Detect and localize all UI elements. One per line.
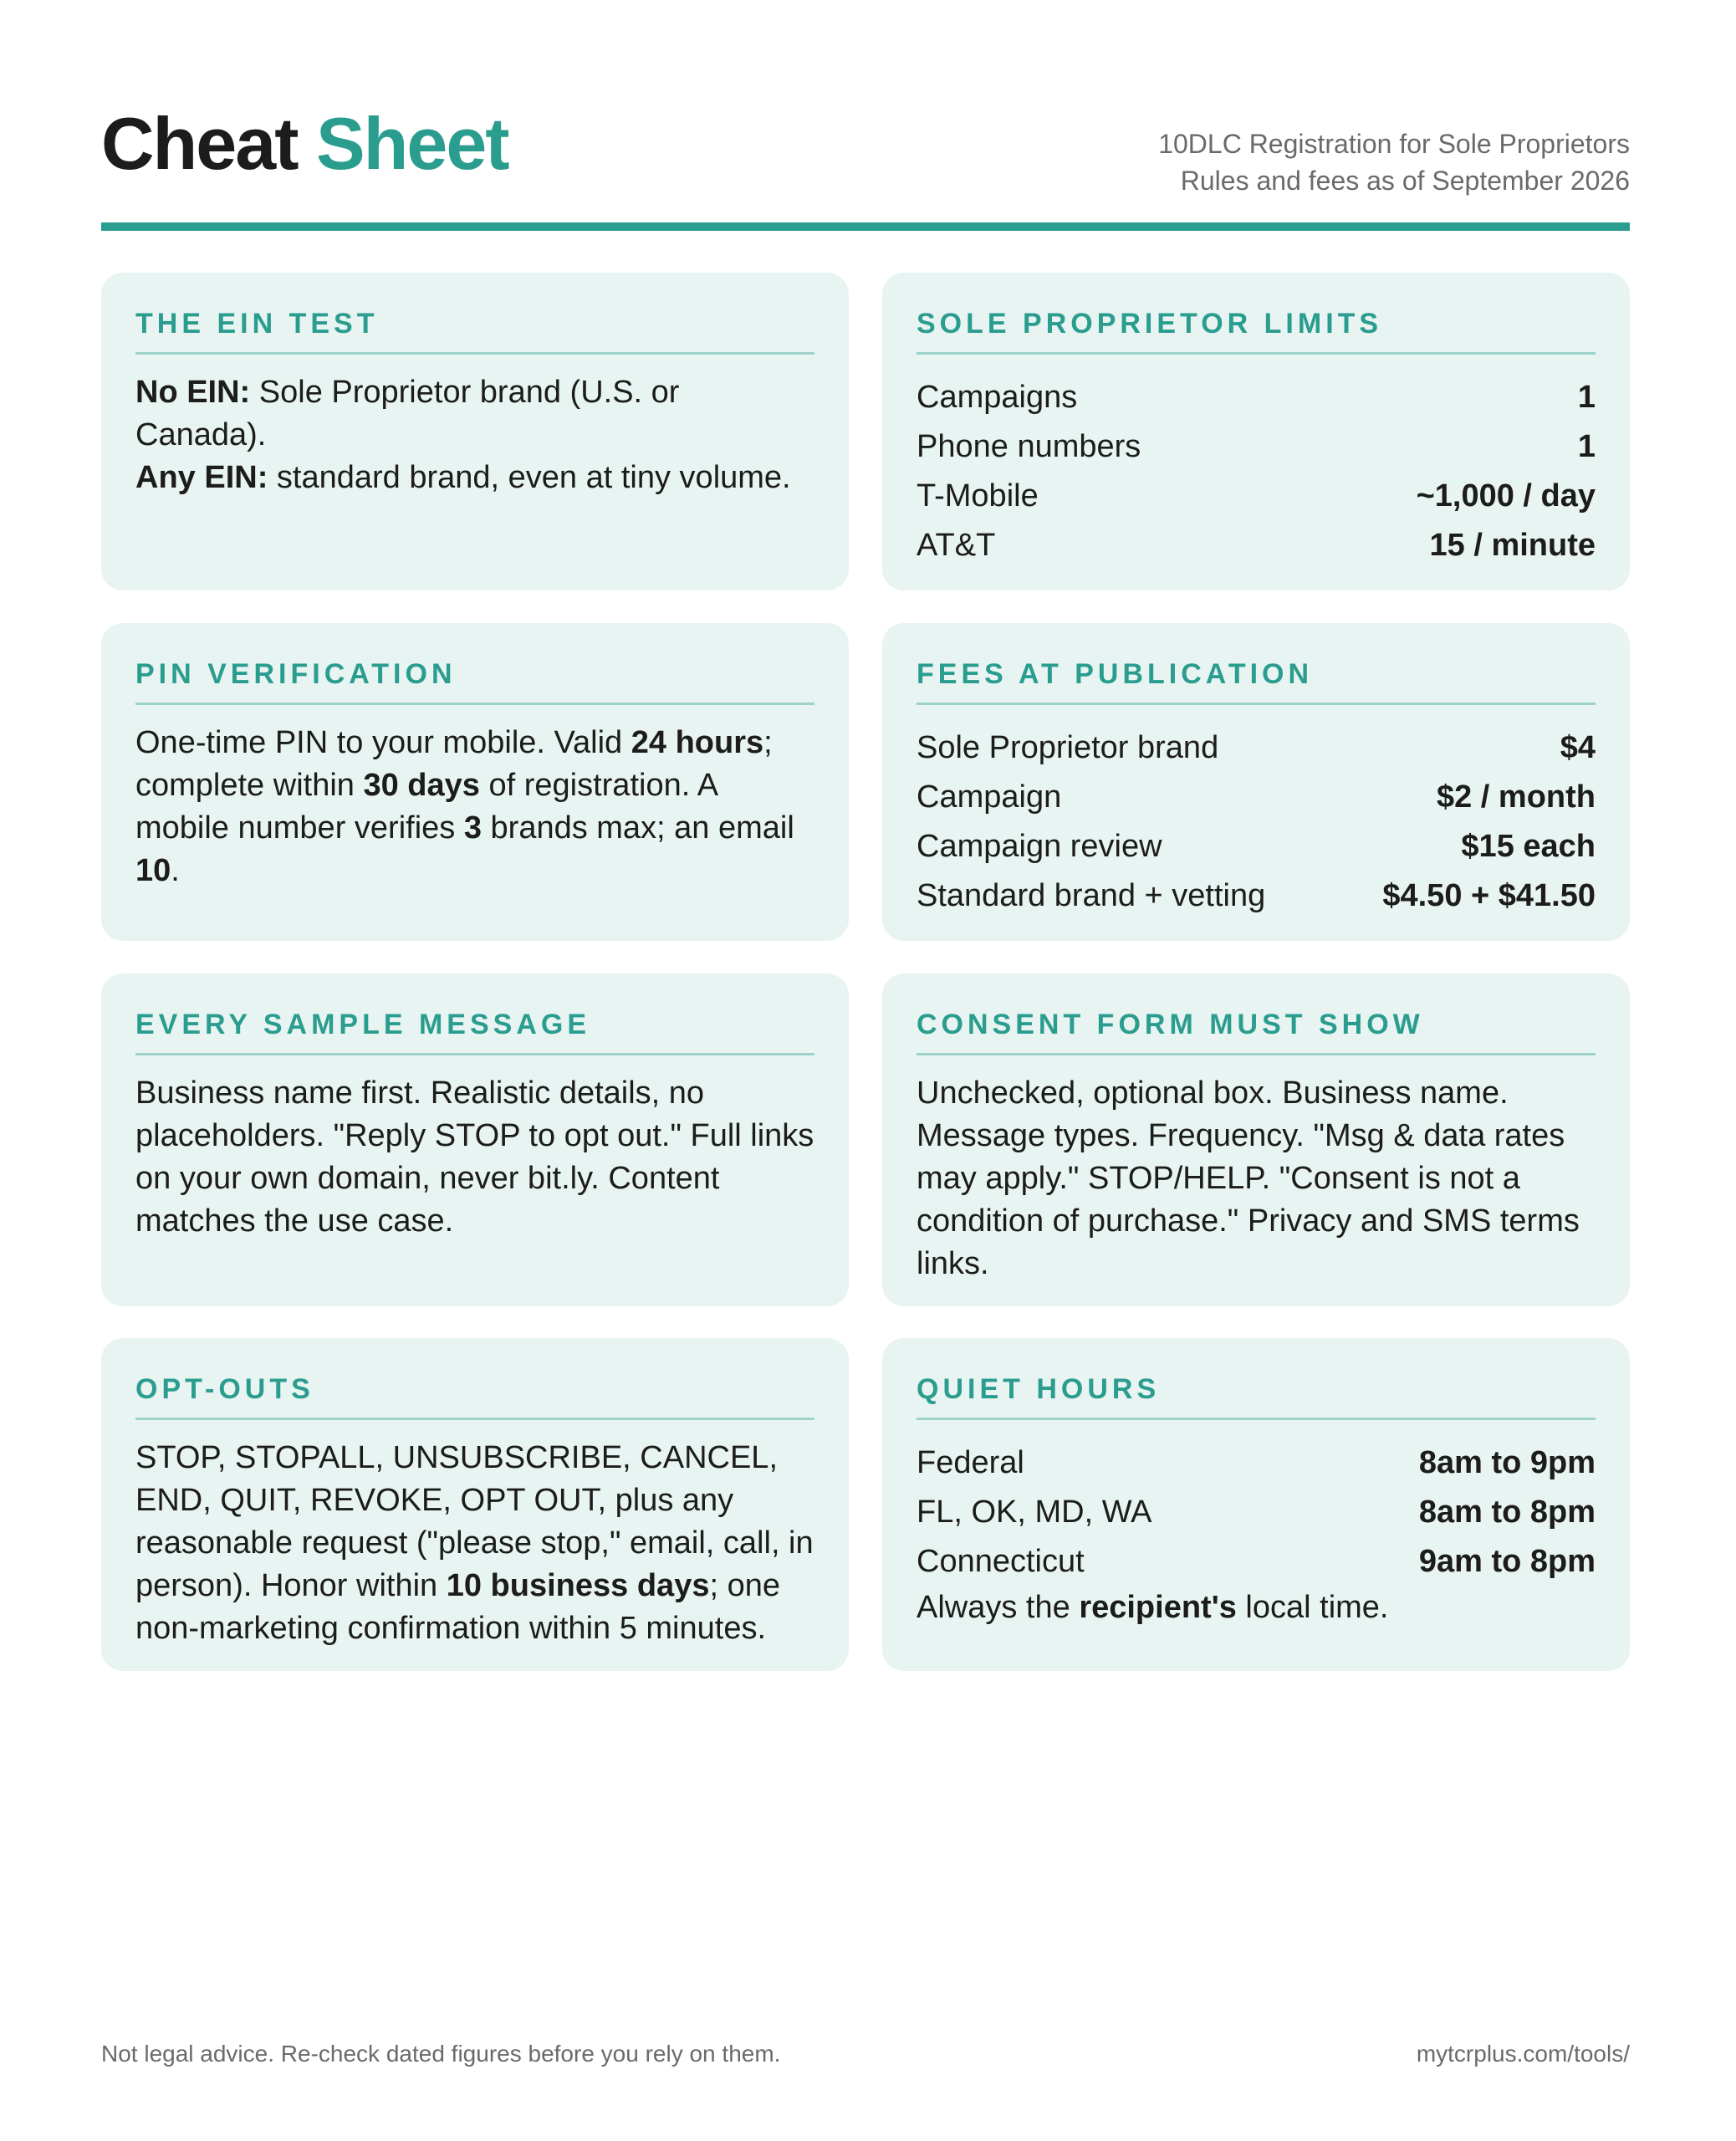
text-run: ; one non-marketing confirmation within 5 minutes. [135, 1568, 780, 1646]
opt-outs-text [135, 1437, 814, 1650]
sample-message-card [101, 973, 849, 1306]
emphasis: 3 [463, 810, 482, 846]
emphasis: 30 days [363, 768, 480, 803]
limits-list [917, 373, 1596, 570]
title-part-1: Cheat [101, 102, 298, 185]
limits-row [917, 373, 1596, 422]
card-title: CONSENT FORM MUST SHOW [917, 1010, 1596, 1055]
page-subtitle [1158, 125, 1630, 199]
ein-rule-no-ein [135, 371, 814, 457]
cheat-sheet-page [101, 0, 1630, 2141]
text-run: local time. [1236, 1590, 1389, 1625]
row-value: $2 / month [1436, 779, 1596, 815]
row-label: AT&T [917, 528, 996, 563]
ein-rule-any-ein [135, 457, 814, 499]
consent-form-card [882, 973, 1630, 1306]
text-run: Always the [917, 1590, 1080, 1625]
row-value: 1 [1577, 429, 1596, 464]
fees-row [917, 871, 1596, 921]
subtitle-line-2: Rules and fees as of September 2026 [1180, 166, 1630, 196]
row-value: 9am to 8pm [1418, 1544, 1596, 1579]
emphasis: recipient's [1079, 1590, 1237, 1625]
sole-proprietor-limits-card [882, 273, 1630, 590]
row-label: Connecticut [917, 1544, 1085, 1579]
row-value: 1 [1577, 380, 1596, 415]
text-run: ; complete within [135, 725, 773, 803]
pin-verification-card [101, 623, 849, 941]
card-title: EVERY SAMPLE MESSAGE [135, 1010, 814, 1055]
page-title [101, 102, 508, 185]
subtitle-line-1: 10DLC Registration for Sole Proprietors [1158, 129, 1630, 159]
quiet-hours-row [917, 1488, 1596, 1537]
quiet-hours-list [917, 1438, 1596, 1629]
title-part-2: Sheet [315, 102, 508, 185]
footer-url: mytcrplus.com/tools/ [1416, 2041, 1630, 2067]
emphasis: 10 [135, 853, 171, 888]
emphasis: 24 hours [631, 725, 764, 760]
text-run: . [171, 853, 180, 888]
consent-text: Unchecked, optional box. Business name. Message types. Frequency. "Msg & data rates may apply." STOP/HELP. "Consent is not a condition of purchase." Privacy and SMS terms links. [917, 1076, 1580, 1281]
ein-label: No EIN: [135, 375, 251, 410]
card-title: QUIET HOURS [917, 1375, 1596, 1420]
text-run: of registration. A mobile number verifies [135, 768, 717, 846]
card-title: FEES AT PUBLICATION [917, 660, 1596, 705]
row-label: Campaign review [917, 829, 1162, 864]
row-label: Federal [917, 1445, 1024, 1480]
fees-row [917, 822, 1596, 871]
row-label: Campaign [917, 779, 1062, 815]
row-label: Sole Proprietor brand [917, 730, 1219, 765]
ein-test-card [101, 273, 849, 590]
pin-text [135, 722, 814, 892]
row-value: 15 / minute [1429, 528, 1596, 563]
page-header [101, 99, 1630, 224]
ein-text: Sole Proprietor brand (U.S. or Canada). [135, 375, 680, 452]
header-divider [101, 222, 1630, 231]
row-label: T-Mobile [917, 478, 1039, 514]
card-body [135, 371, 814, 499]
row-value: 8am to 8pm [1418, 1495, 1596, 1530]
row-label: Phone numbers [917, 429, 1141, 464]
limits-row [917, 521, 1596, 570]
card-body [917, 1072, 1596, 1285]
row-value: 8am to 9pm [1418, 1445, 1596, 1480]
ein-text: standard brand, even at tiny volume. [268, 460, 791, 495]
quiet-hours-note [917, 1587, 1596, 1629]
text-run: brands max; an email [481, 810, 794, 846]
card-title: THE EIN TEST [135, 309, 814, 355]
ein-label: Any EIN: [135, 460, 268, 495]
text-run: One-time PIN to your mobile. Valid [135, 725, 631, 760]
row-value: $15 each [1461, 829, 1596, 864]
row-value: ~1,000 / day [1416, 478, 1596, 514]
card-body [135, 1437, 814, 1650]
limits-row [917, 422, 1596, 472]
quiet-hours-row [917, 1438, 1596, 1488]
fees-row [917, 773, 1596, 822]
fees-list [917, 723, 1596, 921]
card-title: OPT-OUTS [135, 1375, 814, 1420]
emphasis: 10 business days [446, 1568, 710, 1603]
fees-card [882, 623, 1630, 941]
text-run: STOP, STOPALL, UNSUBSCRIBE, CANCEL, END, QUIT, REVOKE, OPT OUT, plus any reasonable request ("please stop," email, call, in person). Honor within [135, 1440, 814, 1603]
quiet-hours-row [917, 1537, 1596, 1587]
quiet-hours-card [882, 1338, 1630, 1671]
row-label: FL, OK, MD, WA [917, 1495, 1152, 1530]
card-title: SOLE PROPRIETOR LIMITS [917, 309, 1596, 355]
limits-row [917, 472, 1596, 521]
row-label: Standard brand + vetting [917, 878, 1266, 913]
sample-text: Business name first. Realistic details, no placeholders. "Reply STOP to opt out." Full links on your own domain, never bit.ly. Content matches the use case. [135, 1076, 814, 1239]
opt-outs-card [101, 1338, 849, 1671]
fees-row [917, 723, 1596, 773]
row-value: $4.50 + $41.50 [1382, 878, 1596, 913]
card-body [135, 722, 814, 892]
card-title: PIN VERIFICATION [135, 660, 814, 705]
row-label: Campaigns [917, 380, 1078, 415]
footer-disclaimer: Not legal advice. Re-check dated figures before you rely on them. [101, 2041, 781, 2067]
card-body [135, 1072, 814, 1243]
row-value: $4 [1560, 730, 1596, 765]
